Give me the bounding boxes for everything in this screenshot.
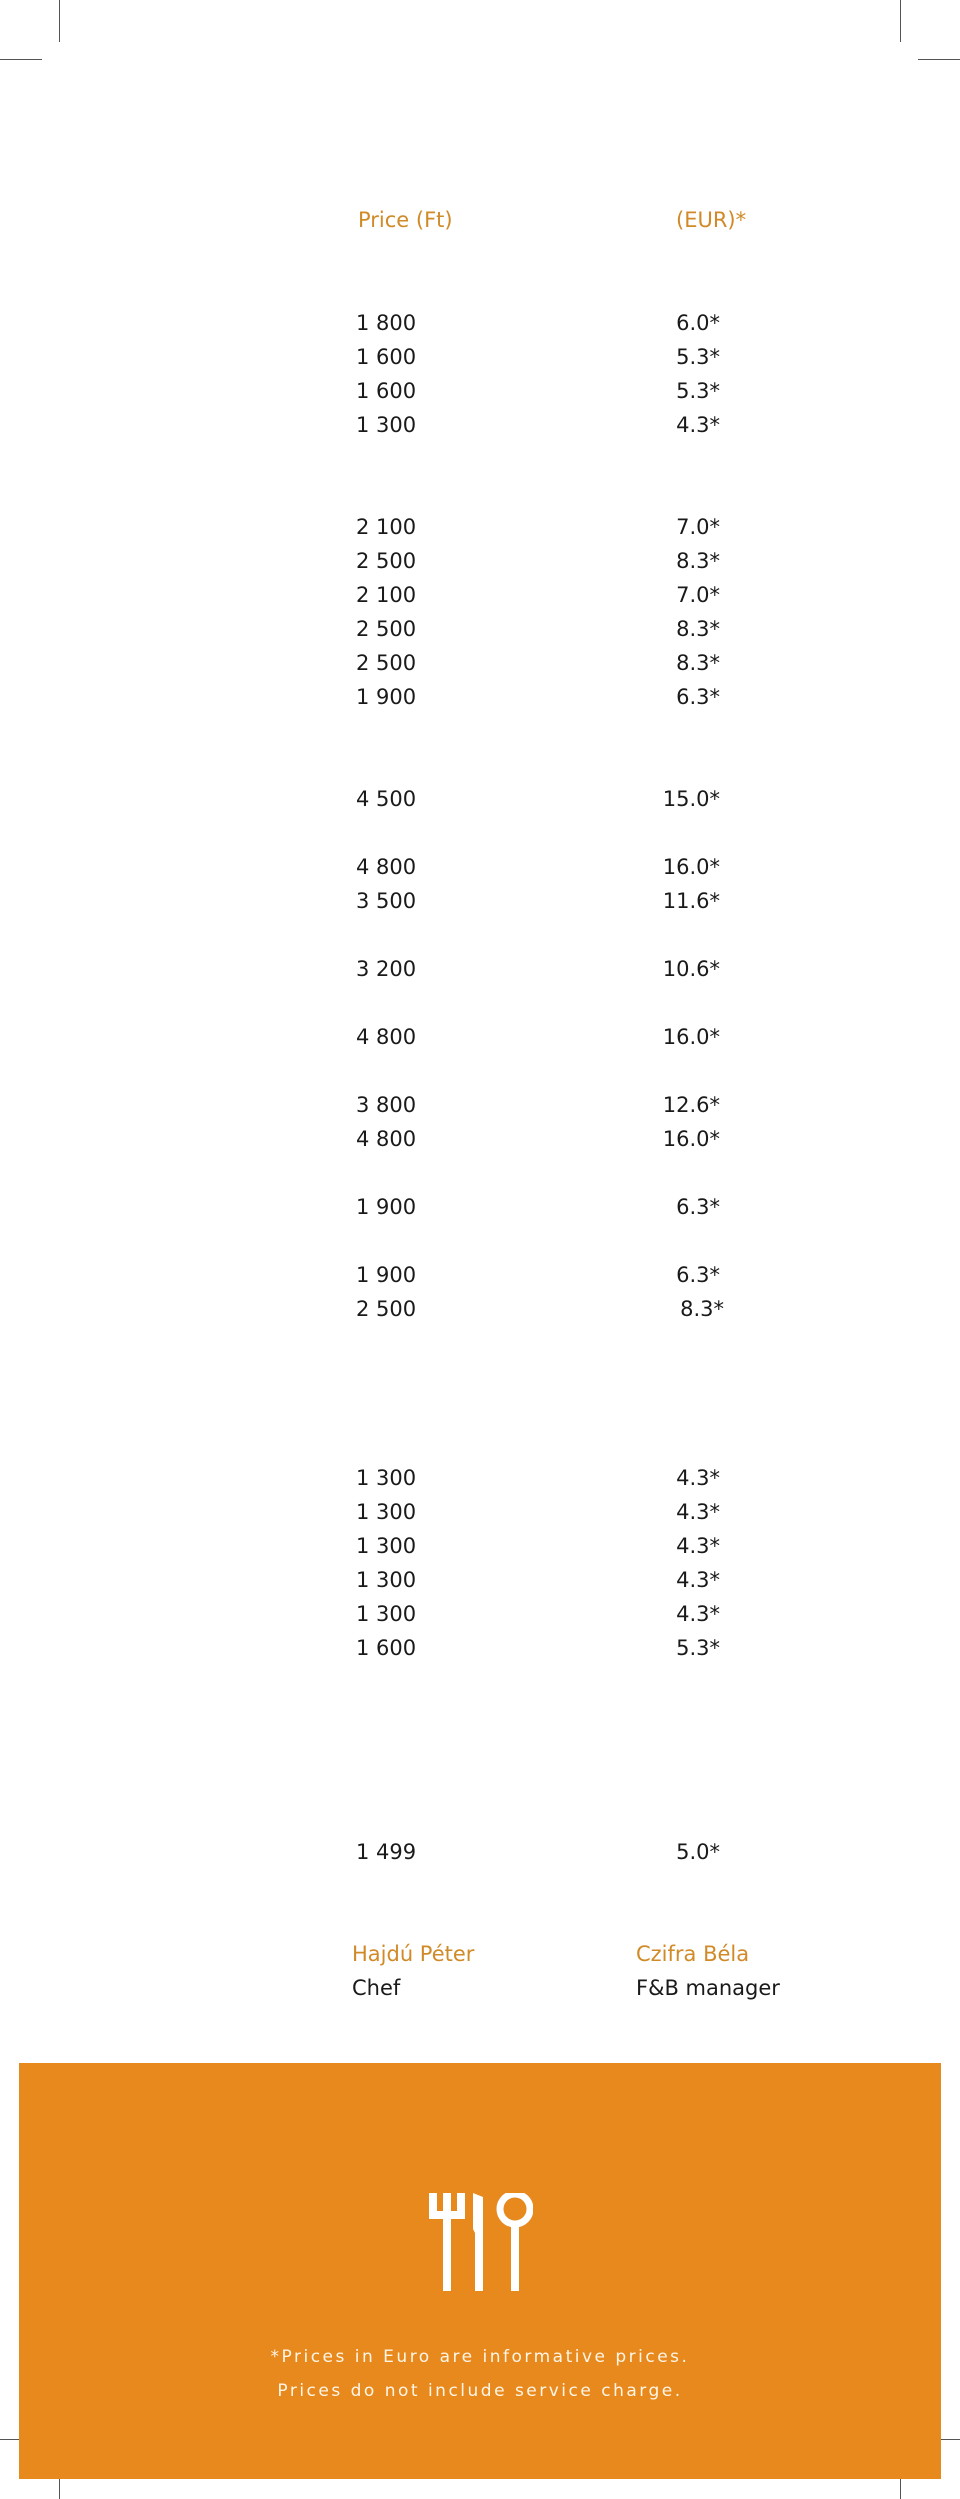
price-row: [0, 782, 960, 816]
price-eur: 15.0*: [662, 787, 720, 811]
price-ft: 2 500: [356, 617, 417, 641]
price-ft: 4 500: [356, 787, 417, 811]
price-row: [0, 646, 960, 680]
price-eur: 5.3*: [676, 1636, 720, 1660]
price-ft: 1 600: [356, 1636, 417, 1660]
price-eur: 4.3*: [676, 1500, 720, 1524]
price-row: [0, 1258, 960, 1292]
price-eur: 8.3*: [676, 617, 720, 641]
price-eur: 16.0*: [662, 1127, 720, 1151]
price-row: [0, 1088, 960, 1122]
price-eur: 4.3*: [676, 1466, 720, 1490]
price-row: [0, 850, 960, 884]
price-ft: 1 499: [356, 1840, 417, 1864]
price-ft: 3 800: [356, 1093, 417, 1117]
price-row: [0, 1292, 960, 1326]
price-ft: 4 800: [356, 1025, 417, 1049]
price-eur: 4.3*: [676, 1602, 720, 1626]
price-row: [0, 1495, 960, 1529]
price-eur: 11.6*: [662, 889, 720, 913]
price-eur-header: (EUR)*: [676, 208, 747, 232]
price-eur: 7.0*: [676, 583, 720, 607]
price-ft: 3 500: [356, 889, 417, 913]
price-eur: 7.0*: [676, 515, 720, 539]
crop-mark: [918, 59, 960, 60]
price-row: [0, 1122, 960, 1156]
price-ft: 1 300: [356, 1534, 417, 1558]
price-ft: 1 600: [356, 379, 417, 403]
price-eur: 4.3*: [676, 1534, 720, 1558]
price-ft: 1 600: [356, 345, 417, 369]
price-row: [0, 1190, 960, 1224]
price-row: [0, 510, 960, 544]
price-row: [0, 612, 960, 646]
price-eur: 6.3*: [676, 1263, 720, 1287]
price-ft-header: Price (Ft): [358, 208, 453, 232]
crop-mark: [0, 59, 42, 60]
chef-signature: [352, 1937, 474, 2005]
price-row: [0, 578, 960, 612]
price-eur: 8.3*: [680, 1297, 724, 1321]
price-eur: 8.3*: [676, 549, 720, 573]
price-row: [0, 306, 960, 340]
manager-signature: [636, 1937, 780, 2005]
price-row: [0, 680, 960, 714]
price-row: [0, 1835, 960, 1869]
price-ft: 1 300: [356, 1568, 417, 1592]
price-row: [0, 1563, 960, 1597]
price-ft: 2 100: [356, 515, 417, 539]
crop-mark: [59, 0, 60, 42]
price-eur: 6.3*: [676, 685, 720, 709]
price-ft: 3 200: [356, 957, 417, 981]
manager-name: Czifra Béla: [636, 1942, 750, 1966]
price-eur: 5.3*: [676, 379, 720, 403]
price-eur: 16.0*: [662, 1025, 720, 1049]
price-row: [0, 1597, 960, 1631]
price-row: [0, 374, 960, 408]
chef-role: Chef: [352, 1976, 401, 2000]
price-ft: 1 300: [356, 1602, 417, 1626]
price-row: [0, 1020, 960, 1054]
price-ft: 1 300: [356, 1500, 417, 1524]
chef-name: Hajdú Péter: [352, 1942, 475, 1966]
price-row: [0, 340, 960, 374]
price-eur: 5.0*: [676, 1840, 720, 1864]
price-ft: 1 300: [356, 1466, 417, 1490]
price-note-line1: *Prices in Euro are informative prices.: [270, 2347, 690, 2367]
price-ft: 4 800: [356, 855, 417, 879]
price-eur: 16.0*: [662, 855, 720, 879]
crop-mark: [900, 0, 901, 42]
price-row: [0, 408, 960, 442]
price-eur: 4.3*: [676, 1568, 720, 1592]
price-eur: 6.0*: [676, 311, 720, 335]
price-ft: 2 100: [356, 583, 417, 607]
price-row: [0, 1631, 960, 1665]
price-ft: 1 900: [356, 685, 417, 709]
price-eur: 6.3*: [676, 1195, 720, 1219]
price-eur: 10.6*: [662, 957, 720, 981]
price-ft: 2 500: [356, 549, 417, 573]
price-ft: 1 800: [356, 311, 417, 335]
price-note-line2: Prices do not include service charge.: [277, 2381, 683, 2401]
price-ft: 1 300: [356, 413, 417, 437]
price-ft: 2 500: [356, 1297, 417, 1321]
price-ft: 1 900: [356, 1195, 417, 1219]
price-row: [0, 1529, 960, 1563]
price-row: [0, 1461, 960, 1495]
price-row: [0, 544, 960, 578]
price-row: [0, 952, 960, 986]
footer-banner: [19, 2063, 941, 2479]
price-ft: 4 800: [356, 1127, 417, 1151]
price-eur: 12.6*: [662, 1093, 720, 1117]
cutlery-logo-icon: [429, 2193, 533, 2293]
price-eur: 4.3*: [676, 413, 720, 437]
price-ft: 2 500: [356, 651, 417, 675]
price-eur: 8.3*: [676, 651, 720, 675]
price-ft: 1 900: [356, 1263, 417, 1287]
manager-role: F&B manager: [636, 1976, 780, 2000]
price-row: [0, 884, 960, 918]
price-eur: 5.3*: [676, 345, 720, 369]
